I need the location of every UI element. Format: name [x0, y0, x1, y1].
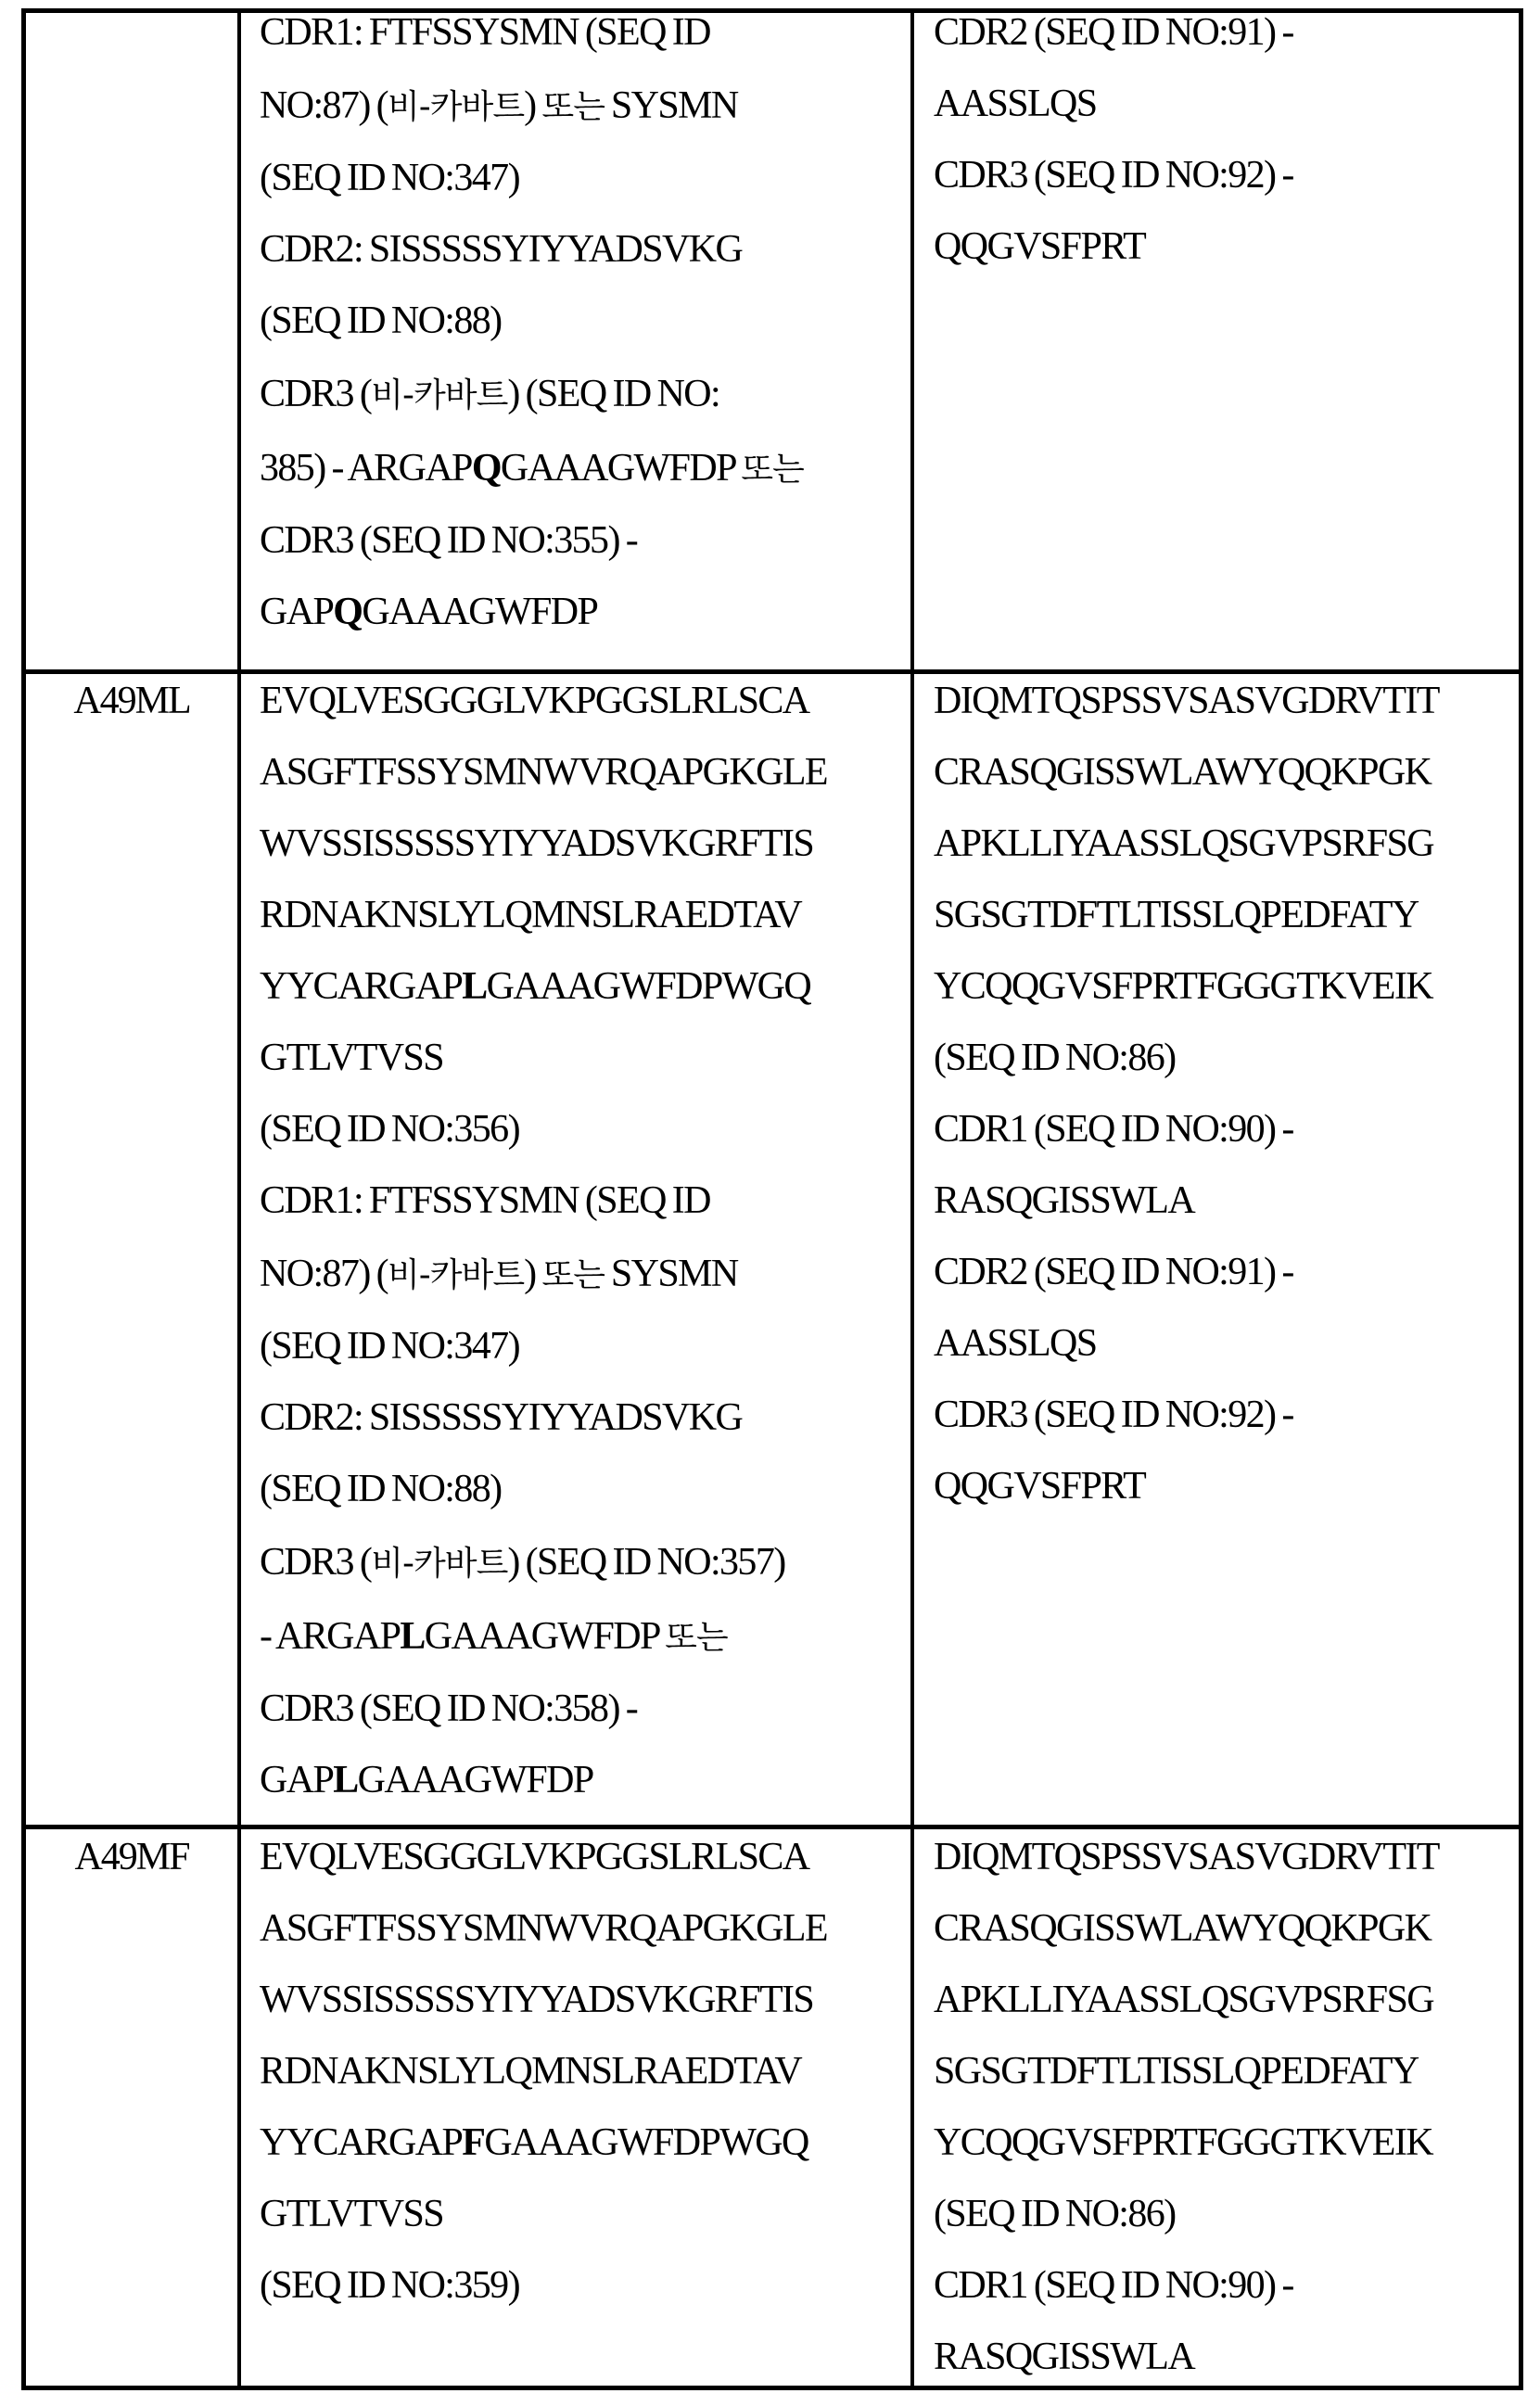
sequence-text: CDR3 (: [260, 1541, 372, 1584]
sequence-text: DIQMTQSPSSVSASVGDRVTIT: [934, 1836, 1439, 1878]
sequence-line: [260, 951, 909, 1023]
sequence-line: [260, 2036, 909, 2107]
sequence-text: DIQMTQSPSSVSASVGDRVTIT: [934, 680, 1439, 722]
sequence-line: [260, 1237, 909, 1311]
sequence-text: CDR3 (SEQ ID NO:355) -: [260, 519, 638, 562]
highlighted-residue: L: [333, 1759, 358, 1801]
korean-text: 비-카바트: [388, 88, 525, 126]
row-1-antibody-id: A49ML: [73, 680, 190, 722]
sequence-text: SYSMN: [604, 1253, 738, 1295]
korean-text: 비-카바트: [371, 1545, 508, 1583]
sequence-text: RDNAKNSLYLQMNSLRAEDTAV: [260, 2050, 802, 2093]
sequence-line: [934, 1308, 1520, 1380]
sequence-text: RDNAKNSLYLQMNSLRAEDTAV: [260, 894, 802, 936]
sequence-line: [260, 1525, 909, 1599]
sequence-line: [260, 357, 909, 431]
sequence-text: CRASQGISSWLAWYQQKPGK: [934, 751, 1432, 794]
korean-text: 비-카바트: [371, 376, 508, 414]
sequence-text: (SEQ ID NO:88): [260, 1468, 502, 1510]
sequence-text: CDR1: FTFSSYSMN (SEQ ID: [260, 1179, 710, 1222]
sequence-line: [260, 1023, 909, 1094]
sequence-line: [934, 1165, 1520, 1237]
sequence-line: [260, 577, 909, 648]
sequence-text: (SEQ ID NO:88): [260, 299, 502, 342]
highlighted-residue: L: [462, 965, 487, 1008]
sequence-text: CDR1 (SEQ ID NO:90) -: [934, 1108, 1293, 1151]
sequence-line: [934, 211, 1520, 283]
sequence-text: ) (SEQ ID NO:: [507, 373, 720, 415]
sequence-text: GAAAGWFDP: [500, 447, 742, 490]
sequence-line: [260, 808, 909, 880]
row-2-antibody-id: A49MF: [74, 1836, 189, 1878]
sequence-line: [260, 1454, 909, 1525]
sequence-text: SYSMN: [604, 84, 738, 127]
sequence-text: EVQLVESGGGLVKPGGSLRLSCA: [260, 680, 809, 722]
sequence-line: [260, 69, 909, 143]
sequence-text: CDR2: SISSSSSYIYYADSVKG: [260, 1396, 743, 1439]
sequence-line: [260, 1822, 909, 1893]
sequence-text: GAAAGWFDPWGQ: [484, 2121, 808, 2164]
row-1-light-chain-cell: [934, 666, 1520, 1825]
highlighted-residue: Q: [333, 591, 363, 633]
sequence-line: [934, 1965, 1520, 2036]
sequence-text: GTLVTVSS: [260, 2193, 444, 2235]
highlighted-residue: L: [400, 1615, 425, 1658]
sequence-line: [260, 1674, 909, 1745]
row-2-light-chain-cell: [934, 1822, 1520, 2386]
sequence-text: EVQLVESGGGLVKPGGSLRLSCA: [260, 1836, 809, 1878]
sequence-text: ): [524, 1253, 542, 1295]
sequence-line: [260, 0, 909, 69]
sequence-text: SGSGTDFTLTISSLQPEDFATY: [934, 2050, 1419, 2093]
sequence-line: [260, 1599, 909, 1674]
sequence-text: AASSLQS: [934, 83, 1097, 125]
sequence-text: YCQQGVSFPRTFGGGTKVEIK: [934, 2121, 1432, 2164]
sequence-text: CDR3 (: [260, 373, 372, 415]
sequence-line: [934, 951, 1520, 1023]
sequence-text: YYCARGAP: [260, 965, 463, 1008]
sequence-line: [934, 1380, 1520, 1451]
sequence-text: (SEQ ID NO:359): [260, 2264, 519, 2307]
sequence-text: CRASQGISSWLAWYQQKPGK: [934, 1907, 1432, 1950]
sequence-line: [260, 286, 909, 357]
sequence-text: GTLVTVSS: [260, 1037, 444, 1079]
sequence-line: [260, 1311, 909, 1382]
sequence-text: QQGVSFPRT: [934, 1465, 1146, 1508]
sequence-text: (SEQ ID NO:86): [934, 2193, 1176, 2235]
sequence-text: CDR3 (SEQ ID NO:358) -: [260, 1687, 638, 1730]
sequence-text: (SEQ ID NO:86): [934, 1037, 1176, 1079]
sequence-text: GAAAGWFDP: [357, 1759, 593, 1801]
sequence-text: CDR3 (SEQ ID NO:92) -: [934, 1394, 1293, 1436]
sequence-text: ): [524, 84, 542, 127]
sequence-line: [260, 1745, 909, 1816]
sequence-text: APKLLIYAASSLQSGVPSRFSG: [934, 822, 1433, 865]
sequence-line: [260, 1965, 909, 2036]
sequence-text: ) (SEQ ID NO:357): [507, 1541, 785, 1584]
sequence-line: [934, 1822, 1520, 1893]
sequence-line: [260, 1094, 909, 1165]
sequence-line: [934, 880, 1520, 951]
sequence-text: GAAAGWFDPWGQ: [486, 965, 811, 1008]
sequence-text: (SEQ ID NO:356): [260, 1108, 519, 1151]
sequence-text: WVSSISSSSSYIYYADSVKGRFTIS: [260, 822, 814, 865]
sequence-line: [260, 1165, 909, 1237]
sequence-text: 385) - ARGAP: [260, 447, 472, 490]
sequence-line: [260, 2250, 909, 2322]
sequence-text: AASSLQS: [934, 1322, 1097, 1365]
sequence-text: NO:87) (: [260, 1253, 388, 1295]
sequence-text: RASQGISSWLA: [934, 1179, 1195, 1222]
sequence-line: [934, 1237, 1520, 1308]
sequence-text: GAAAGWFDP: [362, 591, 598, 633]
sequence-line: [934, 2322, 1520, 2386]
highlighted-residue: F: [462, 2121, 485, 2164]
sequence-line: [934, 2179, 1520, 2250]
row-0-antibody-id: [26, 13, 237, 669]
sequence-line: [260, 737, 909, 808]
sequence-line: [260, 1893, 909, 1965]
sequence-text: APKLLIYAASSLQSGVPSRFSG: [934, 1979, 1433, 2021]
sequence-text: ASGFTFSSYSMNWVRQAPGKGLE: [260, 1907, 827, 1950]
row-0-light-chain-cell: [934, 0, 1520, 669]
korean-text: 또는: [541, 1256, 605, 1294]
sequence-line: [260, 505, 909, 577]
sequence-line: [260, 880, 909, 951]
sequence-text: - ARGAP: [260, 1615, 401, 1658]
sequence-text: ASGFTFSSYSMNWVRQAPGKGLE: [260, 751, 827, 794]
row-0-heavy-chain-cell: [260, 0, 909, 669]
sequence-line: [934, 666, 1520, 737]
sequence-line: [934, 737, 1520, 808]
sequence-text: CDR1: FTFSSYSMN (SEQ ID: [260, 11, 710, 54]
sequence-line: [934, 69, 1520, 140]
korean-text: 또는: [741, 451, 804, 489]
sequence-line: [934, 2250, 1520, 2322]
sequence-text: YYCARGAP: [260, 2121, 463, 2164]
column-divider-2: [910, 8, 914, 2390]
korean-text: 비-카바트: [388, 1256, 525, 1294]
sequence-line: [260, 1382, 909, 1454]
sequence-line: [260, 2179, 909, 2250]
korean-text: 또는: [665, 1619, 728, 1657]
sequence-line: [934, 808, 1520, 880]
sequence-line: [934, 1893, 1520, 1965]
sequence-line: [260, 431, 909, 505]
sequence-line: [934, 2036, 1520, 2107]
sequence-line: [934, 1023, 1520, 1094]
sequence-line: [260, 2107, 909, 2179]
column-divider-1: [237, 8, 241, 2390]
sequence-text: YCQQGVSFPRTFGGGTKVEIK: [934, 965, 1432, 1008]
sequence-text: (SEQ ID NO:347): [260, 1325, 519, 1368]
sequence-text: CDR2: SISSSSSYIYYADSVKG: [260, 228, 743, 271]
sequence-text: SGSGTDFTLTISSLQPEDFATY: [934, 894, 1419, 936]
sequence-text: (SEQ ID NO:347): [260, 157, 519, 199]
sequence-text: QQGVSFPRT: [934, 225, 1146, 268]
sequence-line: [260, 666, 909, 737]
sequence-text: CDR2 (SEQ ID NO:91) -: [934, 11, 1293, 54]
highlighted-residue: Q: [471, 447, 501, 490]
sequence-line: [934, 1094, 1520, 1165]
sequence-text: CDR1 (SEQ ID NO:90) -: [934, 2264, 1293, 2307]
row-1-heavy-chain-cell: [260, 666, 909, 1825]
sequence-line: [934, 1451, 1520, 1522]
sequence-line: [260, 214, 909, 286]
sequence-text: GAAAGWFDP: [424, 1615, 666, 1658]
sequence-text: RASQGISSWLA: [934, 2336, 1195, 2378]
korean-text: 또는: [541, 88, 605, 126]
sequence-text: GAP: [260, 591, 334, 633]
sequence-text: GAP: [260, 1759, 334, 1801]
sequence-line: [934, 2107, 1520, 2179]
sequence-text: CDR2 (SEQ ID NO:91) -: [934, 1251, 1293, 1293]
sequence-text: CDR3 (SEQ ID NO:92) -: [934, 154, 1293, 197]
sequence-line: [934, 0, 1520, 69]
sequence-line: [260, 143, 909, 214]
sequence-text: WVSSISSSSSYIYYADSVKGRFTIS: [260, 1979, 814, 2021]
sequence-text: NO:87) (: [260, 84, 388, 127]
row-2-heavy-chain-cell: [260, 1822, 909, 2386]
sequence-line: [934, 140, 1520, 211]
